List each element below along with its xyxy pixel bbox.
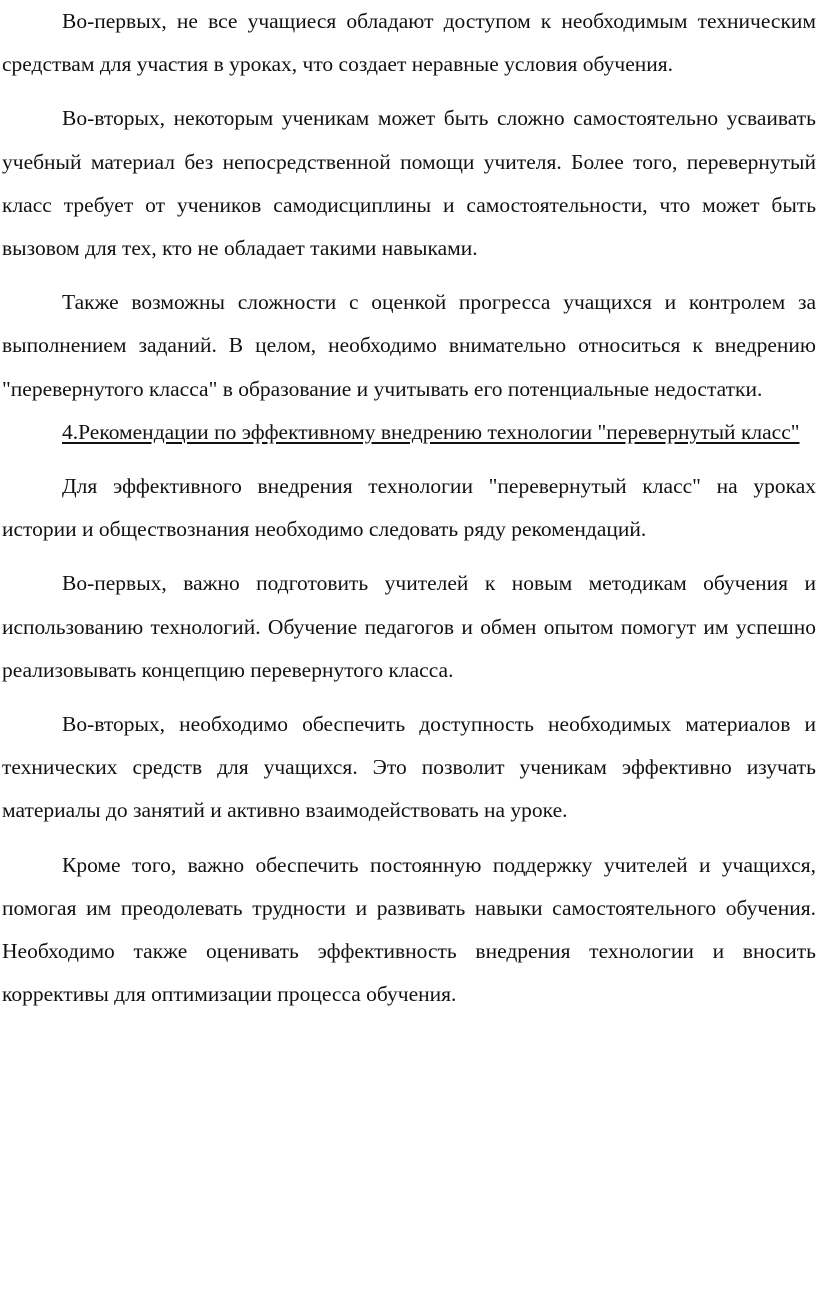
paragraph-teacher-training: Во-первых, важно подготовить учителей к новым методикам обучения и использованию технологий. Обучение педагогов и обмен опытом помогут им успешно реализовывать концепцию перевернутого класса. bbox=[2, 571, 816, 682]
section-heading-recommendations: 4.Рекомендации по эффективному внедрению технологии "перевернутый класс" bbox=[62, 419, 800, 444]
paragraph-access-inequality: Во-первых, не все учащиеся обладают доступом к необходимым техническим средствам для участия в уроках, что создает неравные условия обучения. bbox=[2, 9, 816, 77]
paragraph-recommendations-intro: Для эффективного внедрения технологии "перевернутый класс" на уроках истории и обществознания необходимо следовать ряду рекомендаций. bbox=[2, 474, 816, 542]
paragraph-progress-assessment: Также возможны сложности с оценкой прогресса учащихся и контролем за выполнением заданий. В целом, необходимо внимательно относиться к внедрению "перевернутого класса" в образование и учитывать его потенциальные недостатки. bbox=[2, 290, 816, 401]
paragraph-ongoing-support: Кроме того, важно обеспечить постоянную поддержку учителей и учащихся, помогая им преодолевать трудности и развивать навыки самостоятельного обучения. Необходимо также оценивать эффективность внедрения технологии и вносить коррективы для оптимизации процесса обучения. bbox=[2, 852, 816, 1007]
paragraph-materials-access: Во-вторых, необходимо обеспечить доступность необходимых материалов и технических средств для учащихся. Это позволит ученикам эффективно изучать материалы до занятий и активно взаимодействовать на уроке. bbox=[2, 712, 816, 823]
paragraph-self-study-difficulty: Во-вторых, некоторым ученикам может быть сложно самостоятельно усваивать учебный материал без непосредственной помощи учителя. Более того, перевернутый класс требует от учеников самодисциплины и самостоятельности, что может быть вызовом для тех, кто не обладает такими навыками. bbox=[2, 106, 816, 261]
